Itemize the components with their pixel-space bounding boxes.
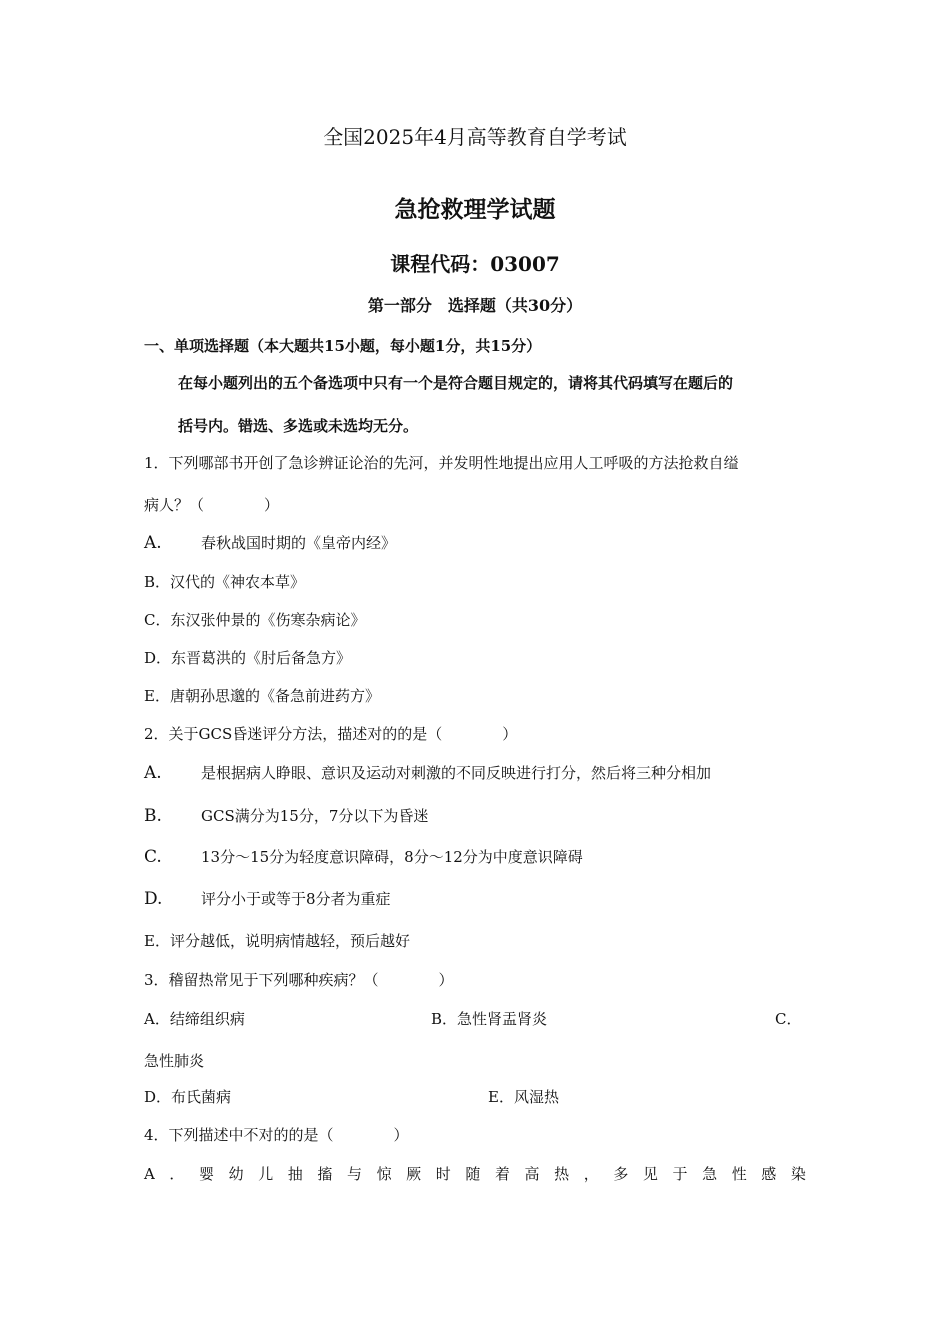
glyph: 惊 bbox=[376, 1165, 392, 1183]
glyph: ， bbox=[583, 1165, 599, 1183]
question-1-option-d bbox=[144, 648, 351, 668]
glyph: 搐 bbox=[317, 1165, 333, 1183]
question-2-option-b bbox=[144, 806, 428, 826]
glyph: 幼 bbox=[228, 1165, 244, 1183]
question-3-option-c-label: C． bbox=[775, 1010, 802, 1028]
course-code: 课程代码：03007 bbox=[390, 252, 560, 276]
glyph: 染 bbox=[790, 1165, 806, 1183]
glyph: 儿 bbox=[258, 1165, 274, 1183]
glyph: 感 bbox=[761, 1165, 777, 1183]
option-label: D. bbox=[144, 889, 163, 909]
glyph: 婴 bbox=[199, 1165, 215, 1183]
option-label: A． bbox=[144, 1010, 170, 1028]
question-2-option-a bbox=[144, 763, 711, 783]
glyph: 时 bbox=[435, 1165, 451, 1183]
option-text: 布氏菌病 bbox=[171, 1088, 232, 1106]
glyph: 着 bbox=[494, 1165, 510, 1183]
glyph: 急 bbox=[702, 1165, 718, 1183]
question-2-stem: 2．关于GCS昏迷评分方法，描述对的的是（ ） bbox=[144, 725, 518, 743]
option-label: C. bbox=[144, 847, 162, 867]
question-2-option-d bbox=[144, 889, 391, 909]
glyph: 热 bbox=[554, 1165, 570, 1183]
part-title: 第一部分 选择题（共30分） bbox=[367, 296, 583, 315]
option-label: D． bbox=[144, 649, 172, 667]
glyph: 抽 bbox=[287, 1165, 303, 1183]
question-3-option-c-text: 急性肺炎 bbox=[144, 1052, 205, 1070]
question-1-option-b bbox=[144, 572, 305, 592]
option-label: B. bbox=[144, 806, 162, 826]
option-text: 急性肾盂肾炎 bbox=[457, 1010, 548, 1028]
subject-title: 急抢救理学试题 bbox=[394, 196, 556, 223]
option-text: 汉代的《神农本草》 bbox=[170, 573, 306, 591]
option-text: 东汉张仲景的《伤寒杂病论》 bbox=[170, 611, 366, 629]
glyph: A bbox=[144, 1165, 155, 1183]
option-text: 春秋战国时期的《皇帝内经》 bbox=[201, 534, 397, 552]
option-label: D． bbox=[144, 1088, 172, 1106]
question-1-option-e bbox=[144, 686, 380, 706]
section-instruction-line2: 括号内。错选、多选或未选均无分。 bbox=[178, 417, 419, 435]
question-3-option-b bbox=[431, 1009, 547, 1029]
option-text: 评分越低，说明病情越轻，预后越好 bbox=[169, 932, 410, 950]
glyph: 多 bbox=[613, 1165, 629, 1183]
glyph: 于 bbox=[672, 1165, 688, 1183]
option-label: C． bbox=[144, 611, 171, 629]
glyph: 性 bbox=[731, 1165, 747, 1183]
option-text: 评分小于或等于8分者为重症 bbox=[201, 890, 391, 908]
option-text: GCS满分为15分，7分以下为昏迷 bbox=[201, 807, 429, 825]
question-3-option-d bbox=[144, 1087, 231, 1107]
section-title: 一、单项选择题（本大题共15小题，每小题1分，共15分） bbox=[144, 337, 542, 355]
option-text: 13分～15分为轻度意识障碍，8分～12分为中度意识障碍 bbox=[201, 848, 583, 866]
option-label: A. bbox=[144, 763, 162, 783]
glyph: 与 bbox=[346, 1165, 362, 1183]
question-3-option-a bbox=[144, 1009, 245, 1029]
option-label: E． bbox=[488, 1088, 514, 1106]
option-label: E． bbox=[144, 932, 170, 950]
glyph: 高 bbox=[524, 1165, 540, 1183]
option-text: 东晋葛洪的《肘后备急方》 bbox=[171, 649, 352, 667]
exam-title: 全国2025年4月高等教育自学考试 bbox=[323, 125, 627, 149]
glyph: ． bbox=[169, 1165, 185, 1183]
option-text: 风湿热 bbox=[513, 1088, 559, 1106]
option-label: B． bbox=[431, 1010, 458, 1028]
option-text: 唐朝孙思邈的《备急前进药方》 bbox=[169, 687, 380, 705]
question-3-option-e bbox=[488, 1087, 559, 1107]
option-text: 是根据病人睁眼、意识及运动对刺激的不同反映进行打分，然后将三种分相加 bbox=[201, 764, 712, 782]
justified-option-line bbox=[144, 1164, 806, 1184]
option-label: E． bbox=[144, 687, 170, 705]
question-1-option-a bbox=[144, 533, 396, 553]
option-text: 结缔组织病 bbox=[169, 1010, 245, 1028]
option-label: B． bbox=[144, 573, 171, 591]
question-2-option-e bbox=[144, 931, 410, 951]
question-4-stem: 4．下列描述中不对的的是（ ） bbox=[144, 1126, 409, 1144]
question-3-stem: 3．稽留热常见于下列哪种疾病？（ ） bbox=[144, 971, 454, 989]
question-4-option-a bbox=[144, 1164, 806, 1184]
glyph: 厥 bbox=[406, 1165, 422, 1183]
question-1-option-c bbox=[144, 610, 366, 630]
section-instruction-line1: 在每小题列出的五个备选项中只有一个是符合题目规定的，请将其代码填写在题后的 bbox=[178, 374, 734, 392]
question-2-option-c bbox=[144, 847, 583, 867]
glyph: 见 bbox=[642, 1165, 658, 1183]
option-label: A. bbox=[144, 533, 162, 553]
question-1-stem: 1．下列哪部书开创了急诊辨证论治的先河，并发明性地提出应用人工呼吸的方法抢救自缢 bbox=[144, 454, 739, 472]
question-1-stem-cont: 病人？（ ） bbox=[144, 496, 280, 514]
glyph: 随 bbox=[465, 1165, 481, 1183]
